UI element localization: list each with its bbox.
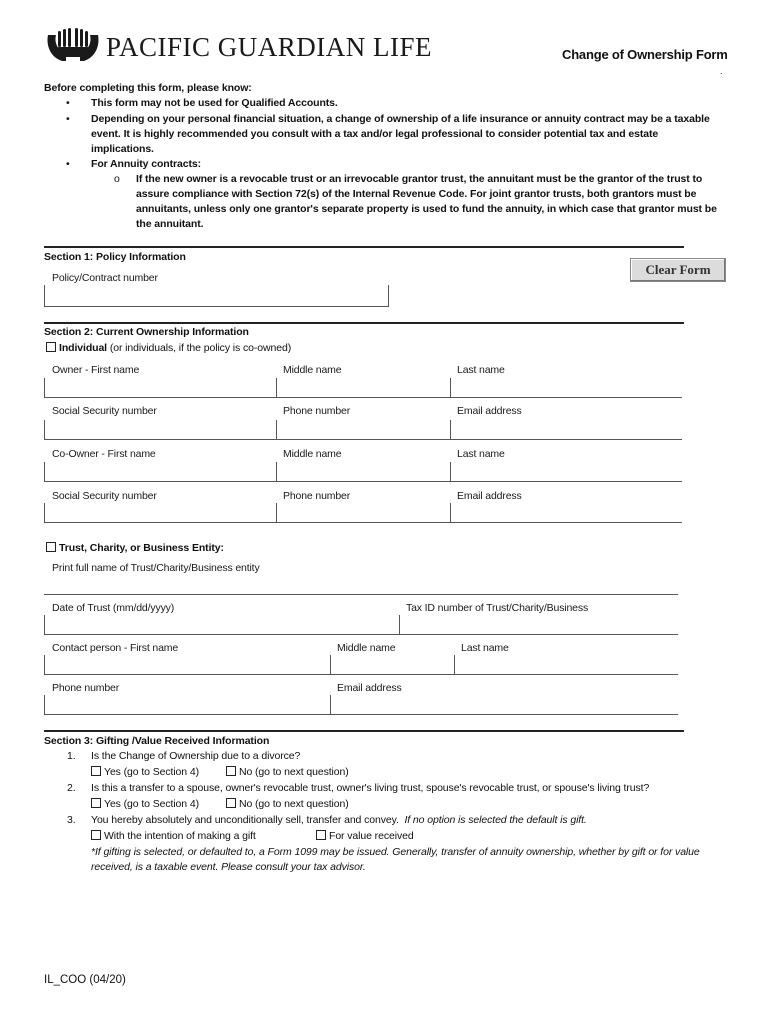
section-2-title: Section 2: Current Ownership Information — [44, 326, 249, 338]
q3-value-label: For value received — [329, 830, 414, 842]
q2-no-checkbox[interactable] — [226, 798, 236, 808]
section-3-title: Section 3: Gifting /Value Received Information — [44, 735, 270, 747]
policy-number-label: Policy/Contract number — [52, 272, 158, 284]
q3-gift-checkbox[interactable] — [91, 830, 101, 840]
trust-label: Trust, Charity, or Business Entity: — [59, 542, 224, 554]
hands-logo-icon — [44, 27, 102, 67]
intro-bullet-3: For Annuity contracts: — [91, 158, 201, 170]
q2-no-label: No (go to next question) — [239, 798, 349, 810]
owner-row-2-left-tick — [44, 420, 45, 440]
question-2-number: 2. — [67, 782, 76, 794]
coowner-row-2-left-tick — [44, 503, 45, 523]
owner-row-1-right-tick — [450, 378, 451, 398]
bullet-marker-3: • — [66, 158, 70, 170]
owner-first-name-label: Owner - First name — [52, 364, 140, 376]
individual-label: Individual — [59, 342, 108, 354]
trust-date-left-tick — [44, 615, 45, 635]
coowner-row-2-right-tick — [450, 503, 451, 523]
sub-bullet-marker: o — [114, 173, 120, 185]
bullet-marker-2: • — [66, 113, 70, 125]
owner-phone-label: Phone number — [283, 405, 351, 417]
question-1-text: Is the Change of Ownership due to a divorce? — [91, 750, 301, 762]
company-name: PACIFIC GUARDIAN LIFE — [106, 32, 433, 62]
trust-date-label: Date of Trust (mm/dd/yyyy) — [52, 602, 175, 614]
individual-option[interactable] — [46, 342, 291, 354]
coowner-row-2-mid-tick — [276, 503, 277, 523]
section-1-title: Section 1: Policy Information — [44, 251, 186, 263]
trust-name-line[interactable] — [44, 594, 678, 595]
contact-first-name-label: Contact person - First name — [52, 642, 179, 654]
owner-ssn-label: Social Security number — [52, 405, 157, 417]
section-1-divider — [44, 246, 684, 248]
intro-bullet-2-line-2: event. It is highly recommended you consult with a tax and/or legal professional to consider potential tax and estate — [91, 128, 659, 140]
owner-row-2-right-tick — [450, 420, 451, 440]
trust-name-label: Print full name of Trust/Charity/Business entity — [52, 562, 260, 574]
annuity-sub-line-4: the annuitant. — [136, 218, 204, 230]
q3-value-checkbox[interactable] — [316, 830, 326, 840]
question-3-number: 3. — [67, 814, 76, 826]
question-3-line — [91, 814, 587, 826]
gift-tax-note-line-1: *If gifting is selected, or defaulted to, a Form 1099 may be issued. Generally, transfer of annuity ownership, whether by gift or for value — [91, 846, 700, 858]
q3-gift-option[interactable] — [91, 830, 256, 842]
clear-form-button[interactable]: Clear Form — [630, 258, 726, 282]
coowner-email-label: Email address — [457, 490, 522, 502]
coowner-row-1-left-tick — [44, 462, 45, 482]
coowner-phone-label: Phone number — [283, 490, 351, 502]
owner-row-1-left-tick — [44, 378, 45, 398]
contact-row-mid-tick — [330, 655, 331, 675]
section-2-divider — [44, 322, 684, 324]
contact-email-label: Email address — [337, 682, 402, 694]
q2-yes-checkbox[interactable] — [91, 798, 101, 808]
policy-number-field[interactable] — [44, 285, 389, 307]
annuity-sub-line-2: assure compliance with Section 72(s) of the Internal Revenue Code. For joint grantor trusts, both grantors must be — [136, 188, 697, 200]
contact-row-left-tick — [44, 655, 45, 675]
section-3-divider — [44, 730, 684, 732]
owner-row-1-line[interactable] — [44, 397, 682, 398]
contact-phone-label: Phone number — [52, 682, 120, 694]
contact-row-right-tick — [454, 655, 455, 675]
question-3-text: You hereby absolutely and unconditionally sell, transfer and convey. — [91, 814, 399, 826]
question-2-text: Is this a transfer to a spouse, owner's revocable trust, owner's living trust, spouse's revocable trust, or spouse's living trust? — [91, 782, 650, 794]
coowner-first-name-label: Co-Owner - First name — [52, 448, 156, 460]
q1-yes-label: Yes (go to Section 4) — [104, 766, 199, 778]
q1-no-label: No (go to next question) — [239, 766, 349, 778]
trust-date-line[interactable] — [44, 634, 678, 635]
question-1-number: 1. — [67, 750, 76, 762]
annuity-sub-line-3: annuitants, unless only one grantor's separate property is used to fund the annuity, in which case that grantor must be — [136, 203, 717, 215]
form-code: IL_COO (04/20) — [44, 974, 126, 986]
coowner-row-1-right-tick — [450, 462, 451, 482]
contact-middle-name-label: Middle name — [337, 642, 396, 654]
intro-bullet-1: This form may not be used for Qualified Accounts. — [91, 97, 338, 109]
coowner-last-name-label: Last name — [457, 448, 505, 460]
q3-gift-label: With the intention of making a gift — [104, 830, 256, 842]
coowner-middle-name-label: Middle name — [283, 448, 342, 460]
coowner-row-1-mid-tick — [276, 462, 277, 482]
contact-row-2-line[interactable] — [44, 714, 678, 715]
gift-tax-note-line-2: received, is a taxable event. Please consult your tax advisor. — [91, 861, 366, 873]
company-logo — [44, 27, 102, 67]
trust-checkbox[interactable] — [46, 542, 56, 552]
q1-yes-checkbox[interactable] — [91, 766, 101, 776]
bullet-marker-1: • — [66, 97, 70, 109]
q1-yes-option[interactable] — [91, 766, 199, 778]
owner-email-label: Email address — [457, 405, 522, 417]
q2-no-option[interactable] — [226, 798, 349, 810]
contact-row-line[interactable] — [44, 674, 678, 675]
question-3-note: If no option is selected the default is gift. — [404, 814, 587, 826]
coowner-ssn-label: Social Security number — [52, 490, 157, 502]
owner-last-name-label: Last name — [457, 364, 505, 376]
contact-last-name-label: Last name — [461, 642, 509, 654]
trust-date-mid-tick — [399, 615, 400, 635]
intro-bullet-2-line-3: implications. — [91, 143, 154, 155]
owner-row-2-line[interactable] — [44, 439, 682, 440]
owner-row-2-mid-tick — [276, 420, 277, 440]
q2-yes-option[interactable] — [91, 798, 199, 810]
tax-id-label: Tax ID number of Trust/Charity/Business — [406, 602, 589, 614]
intro-heading: Before completing this form, please know: — [44, 82, 252, 94]
owner-row-1-mid-tick — [276, 378, 277, 398]
coowner-row-1-line[interactable] — [44, 481, 682, 482]
q1-no-option[interactable] — [226, 766, 349, 778]
form-title: Change of Ownership Form — [562, 47, 728, 62]
trust-option[interactable] — [46, 542, 224, 554]
q1-no-checkbox[interactable] — [226, 766, 236, 776]
header-dot: . — [720, 66, 723, 76]
q2-yes-label: Yes (go to Section 4) — [104, 798, 199, 810]
policy-number-value — [45, 289, 51, 301]
coowner-row-2-line[interactable] — [44, 522, 682, 523]
contact-row-2-mid-tick — [330, 695, 331, 715]
owner-middle-name-label: Middle name — [283, 364, 342, 376]
annuity-sub-line-1: If the new owner is a revocable trust or an irrevocable grantor trust, the annuitant must be the grantor of the trust to — [136, 173, 703, 185]
contact-row-2-left-tick — [44, 695, 45, 715]
q3-value-option[interactable] — [316, 830, 414, 842]
individual-checkbox[interactable] — [46, 342, 56, 352]
individual-note: (or individuals, if the policy is co-owned) — [107, 342, 292, 354]
intro-bullet-2-line-1: Depending on your personal financial situation, a change of ownership of a life insurance or annuity contract may be a taxable — [91, 113, 710, 125]
